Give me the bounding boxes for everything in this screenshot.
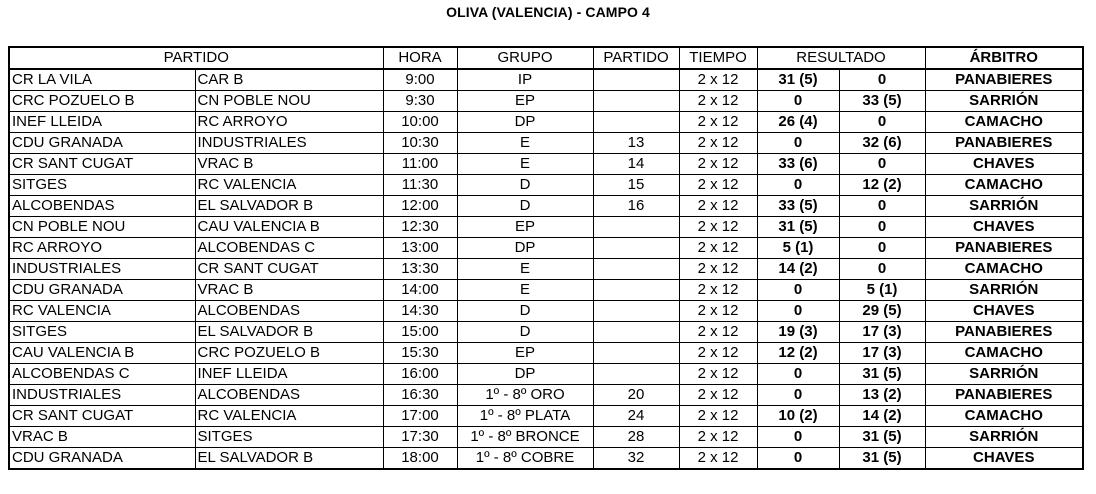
grupo-cell: 1º - 8º COBRE xyxy=(457,448,593,470)
table-row xyxy=(9,238,1083,259)
team-b: ALCOBENDAS xyxy=(195,385,383,406)
team-b: ALCOBENDAS C xyxy=(195,238,383,259)
score-b: 0 xyxy=(839,217,925,238)
arbitro-cell: SARRIÓN xyxy=(925,91,1083,112)
tiempo-cell: 2 x 12 xyxy=(679,175,757,196)
arbitro-cell: PANABIERES xyxy=(925,133,1083,154)
tiempo-cell: 2 x 12 xyxy=(679,280,757,301)
partido-number-cell: 24 xyxy=(593,406,679,427)
team-a: CRC POZUELO B xyxy=(9,91,195,112)
grupo-cell: 1º - 8º PLATA xyxy=(457,406,593,427)
tiempo-cell: 2 x 12 xyxy=(679,364,757,385)
tiempo-cell: 2 x 12 xyxy=(679,69,757,91)
table-row xyxy=(9,322,1083,343)
team-a: CDU GRANADA xyxy=(9,133,195,154)
tiempo-cell: 2 x 12 xyxy=(679,427,757,448)
partido-number-cell xyxy=(593,364,679,385)
table-row xyxy=(9,385,1083,406)
team-b: RC VALENCIA xyxy=(195,406,383,427)
score-a: 10 (2) xyxy=(757,406,839,427)
partido-number-cell xyxy=(593,217,679,238)
table-row xyxy=(9,448,1083,470)
arbitro-cell: SARRIÓN xyxy=(925,280,1083,301)
team-b: VRAC B xyxy=(195,280,383,301)
score-a: 0 xyxy=(757,280,839,301)
score-a: 0 xyxy=(757,448,839,470)
tiempo-cell: 2 x 12 xyxy=(679,238,757,259)
hora-cell: 10:30 xyxy=(383,133,457,154)
grupo-cell: DP xyxy=(457,238,593,259)
partido-number-cell xyxy=(593,112,679,133)
team-a: RC VALENCIA xyxy=(9,301,195,322)
score-b: 14 (2) xyxy=(839,406,925,427)
hora-cell: 13:00 xyxy=(383,238,457,259)
grupo-cell: E xyxy=(457,259,593,280)
grupo-cell: EP xyxy=(457,217,593,238)
team-b: CAR B xyxy=(195,69,383,91)
partido-number-cell: 28 xyxy=(593,427,679,448)
tiempo-cell: 2 x 12 xyxy=(679,301,757,322)
grupo-cell: E xyxy=(457,280,593,301)
hora-cell: 9:30 xyxy=(383,91,457,112)
team-a: CN POBLE NOU xyxy=(9,217,195,238)
tiempo-cell: 2 x 12 xyxy=(679,385,757,406)
team-b: CAU VALENCIA B xyxy=(195,217,383,238)
team-b: CR SANT CUGAT xyxy=(195,259,383,280)
partido-number-cell xyxy=(593,91,679,112)
schedule-table xyxy=(8,46,1084,470)
tiempo-cell: 2 x 12 xyxy=(679,91,757,112)
arbitro-cell: PANABIERES xyxy=(925,322,1083,343)
grupo-cell: EP xyxy=(457,91,593,112)
score-a: 26 (4) xyxy=(757,112,839,133)
table-row xyxy=(9,259,1083,280)
grupo-cell: D xyxy=(457,301,593,322)
header-hora: HORA xyxy=(383,47,457,69)
team-a: SITGES xyxy=(9,175,195,196)
score-a: 14 (2) xyxy=(757,259,839,280)
score-a: 0 xyxy=(757,91,839,112)
grupo-cell: D xyxy=(457,322,593,343)
score-a: 0 xyxy=(757,385,839,406)
team-b: VRAC B xyxy=(195,154,383,175)
grupo-cell: DP xyxy=(457,364,593,385)
grupo-cell: 1º - 8º BRONCE xyxy=(457,427,593,448)
partido-number-cell: 13 xyxy=(593,133,679,154)
hora-cell: 17:00 xyxy=(383,406,457,427)
table-row xyxy=(9,133,1083,154)
hora-cell: 10:00 xyxy=(383,112,457,133)
partido-number-cell xyxy=(593,301,679,322)
score-b: 17 (3) xyxy=(839,343,925,364)
score-a: 5 (1) xyxy=(757,238,839,259)
tiempo-cell: 2 x 12 xyxy=(679,217,757,238)
tiempo-cell: 2 x 12 xyxy=(679,154,757,175)
partido-number-cell xyxy=(593,322,679,343)
score-b: 13 (2) xyxy=(839,385,925,406)
header-resultado: RESULTADO xyxy=(757,47,925,69)
hora-cell: 13:30 xyxy=(383,259,457,280)
tiempo-cell: 2 x 12 xyxy=(679,448,757,470)
grupo-cell: E xyxy=(457,154,593,175)
hora-cell: 9:00 xyxy=(383,69,457,91)
partido-number-cell xyxy=(593,238,679,259)
table-row xyxy=(9,175,1083,196)
team-a: ALCOBENDAS C xyxy=(9,364,195,385)
team-b: INEF LLEIDA xyxy=(195,364,383,385)
score-a: 0 xyxy=(757,427,839,448)
tiempo-cell: 2 x 12 xyxy=(679,196,757,217)
score-b: 32 (6) xyxy=(839,133,925,154)
team-a: INEF LLEIDA xyxy=(9,112,195,133)
grupo-cell: D xyxy=(457,196,593,217)
arbitro-cell: CHAVES xyxy=(925,154,1083,175)
score-b: 0 xyxy=(839,154,925,175)
team-a: CR SANT CUGAT xyxy=(9,406,195,427)
hora-cell: 16:00 xyxy=(383,364,457,385)
page-title: OLIVA (VALENCIA) - CAMPO 4 xyxy=(446,4,650,20)
partido-number-cell: 16 xyxy=(593,196,679,217)
hora-cell: 14:00 xyxy=(383,280,457,301)
score-b: 31 (5) xyxy=(839,427,925,448)
arbitro-cell: CHAVES xyxy=(925,301,1083,322)
tiempo-cell: 2 x 12 xyxy=(679,322,757,343)
table-row xyxy=(9,364,1083,385)
partido-number-cell: 20 xyxy=(593,385,679,406)
partido-number-cell xyxy=(593,259,679,280)
team-a: CR LA VILA xyxy=(9,69,195,91)
team-a: CAU VALENCIA B xyxy=(9,343,195,364)
score-b: 29 (5) xyxy=(839,301,925,322)
team-a: CR SANT CUGAT xyxy=(9,154,195,175)
score-a: 0 xyxy=(757,175,839,196)
arbitro-cell: SARRIÓN xyxy=(925,364,1083,385)
table-row xyxy=(9,406,1083,427)
hora-cell: 16:30 xyxy=(383,385,457,406)
team-b: EL SALVADOR B xyxy=(195,196,383,217)
hora-cell: 11:30 xyxy=(383,175,457,196)
partido-number-cell: 15 xyxy=(593,175,679,196)
score-b: 0 xyxy=(839,238,925,259)
grupo-cell: IP xyxy=(457,69,593,91)
team-b: EL SALVADOR B xyxy=(195,448,383,470)
hora-cell: 14:30 xyxy=(383,301,457,322)
table-row xyxy=(9,91,1083,112)
team-b: CRC POZUELO B xyxy=(195,343,383,364)
grupo-cell: DP xyxy=(457,112,593,133)
score-b: 5 (1) xyxy=(839,280,925,301)
score-a: 33 (5) xyxy=(757,196,839,217)
team-b: ALCOBENDAS xyxy=(195,301,383,322)
team-a: INDUSTRIALES xyxy=(9,259,195,280)
table-row xyxy=(9,280,1083,301)
arbitro-cell: CAMACHO xyxy=(925,112,1083,133)
partido-number-cell: 14 xyxy=(593,154,679,175)
table-row xyxy=(9,217,1083,238)
header-arbitro: ÁRBITRO xyxy=(925,47,1083,69)
table-row xyxy=(9,154,1083,175)
team-b: CN POBLE NOU xyxy=(195,91,383,112)
arbitro-cell: CAMACHO xyxy=(925,259,1083,280)
arbitro-cell: CAMACHO xyxy=(925,343,1083,364)
hora-cell: 12:30 xyxy=(383,217,457,238)
score-a: 0 xyxy=(757,364,839,385)
team-a: ALCOBENDAS xyxy=(9,196,195,217)
score-b: 0 xyxy=(839,196,925,217)
team-b: SITGES xyxy=(195,427,383,448)
table-row xyxy=(9,112,1083,133)
header-tiempo: TIEMPO xyxy=(679,47,757,69)
score-a: 33 (6) xyxy=(757,154,839,175)
team-a: RC ARROYO xyxy=(9,238,195,259)
score-b: 17 (3) xyxy=(839,322,925,343)
score-a: 19 (3) xyxy=(757,322,839,343)
score-a: 31 (5) xyxy=(757,69,839,91)
arbitro-cell: CAMACHO xyxy=(925,406,1083,427)
team-a: VRAC B xyxy=(9,427,195,448)
arbitro-cell: SARRIÓN xyxy=(925,427,1083,448)
team-a: SITGES xyxy=(9,322,195,343)
partido-number-cell xyxy=(593,69,679,91)
header-row xyxy=(9,47,1083,69)
hora-cell: 18:00 xyxy=(383,448,457,470)
table-row xyxy=(9,69,1083,91)
score-b: 33 (5) xyxy=(839,91,925,112)
score-b: 12 (2) xyxy=(839,175,925,196)
arbitro-cell: PANABIERES xyxy=(925,385,1083,406)
score-a: 0 xyxy=(757,133,839,154)
score-a: 0 xyxy=(757,301,839,322)
score-b: 31 (5) xyxy=(839,448,925,470)
table-row xyxy=(9,343,1083,364)
header-partido: PARTIDO xyxy=(9,47,383,69)
team-b: RC VALENCIA xyxy=(195,175,383,196)
score-b: 31 (5) xyxy=(839,364,925,385)
grupo-cell: E xyxy=(457,133,593,154)
grupo-cell: 1º - 8º ORO xyxy=(457,385,593,406)
header-partido-number: PARTIDO xyxy=(593,47,679,69)
hora-cell: 15:00 xyxy=(383,322,457,343)
hora-cell: 15:30 xyxy=(383,343,457,364)
score-a: 31 (5) xyxy=(757,217,839,238)
grupo-cell: EP xyxy=(457,343,593,364)
tiempo-cell: 2 x 12 xyxy=(679,112,757,133)
tiempo-cell: 2 x 12 xyxy=(679,406,757,427)
partido-number-cell xyxy=(593,280,679,301)
hora-cell: 12:00 xyxy=(383,196,457,217)
score-a: 12 (2) xyxy=(757,343,839,364)
arbitro-cell: SARRIÓN xyxy=(925,196,1083,217)
team-a: CDU GRANADA xyxy=(9,280,195,301)
table-row xyxy=(9,301,1083,322)
score-b: 0 xyxy=(839,112,925,133)
arbitro-cell: CHAVES xyxy=(925,448,1083,470)
team-b: INDUSTRIALES xyxy=(195,133,383,154)
table-row xyxy=(9,196,1083,217)
table-row xyxy=(9,427,1083,448)
arbitro-cell: CAMACHO xyxy=(925,175,1083,196)
arbitro-cell: PANABIERES xyxy=(925,69,1083,91)
team-b: RC ARROYO xyxy=(195,112,383,133)
hora-cell: 11:00 xyxy=(383,154,457,175)
grupo-cell: D xyxy=(457,175,593,196)
hora-cell: 17:30 xyxy=(383,427,457,448)
header-grupo: GRUPO xyxy=(457,47,593,69)
arbitro-cell: CHAVES xyxy=(925,217,1083,238)
team-a: INDUSTRIALES xyxy=(9,385,195,406)
score-b: 0 xyxy=(839,259,925,280)
tiempo-cell: 2 x 12 xyxy=(679,259,757,280)
score-b: 0 xyxy=(839,69,925,91)
team-b: EL SALVADOR B xyxy=(195,322,383,343)
partido-number-cell: 32 xyxy=(593,448,679,470)
tiempo-cell: 2 x 12 xyxy=(679,133,757,154)
partido-number-cell xyxy=(593,343,679,364)
team-a: CDU GRANADA xyxy=(9,448,195,470)
tiempo-cell: 2 x 12 xyxy=(679,343,757,364)
arbitro-cell: PANABIERES xyxy=(925,238,1083,259)
